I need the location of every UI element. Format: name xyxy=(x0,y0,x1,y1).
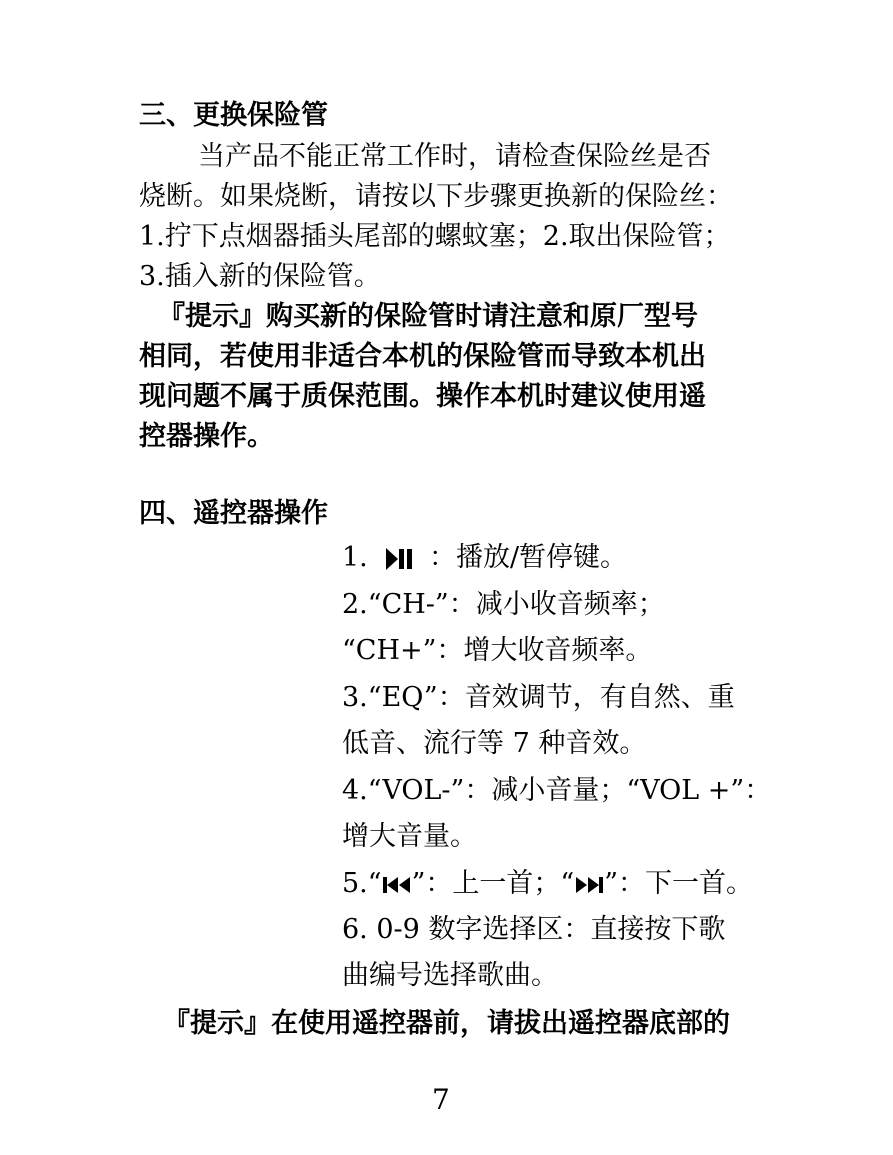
item-1-label: ：播放/暂停键。 xyxy=(428,542,628,573)
page-number: 7 xyxy=(432,1083,450,1116)
section3-tip-line-4: 控器操作。 xyxy=(139,421,274,452)
item-1-number: 1. xyxy=(342,542,368,573)
remote-item-5 xyxy=(342,864,753,904)
section3-tip-line-1: 『提示』购买新的保险管时请注意和原厂型号 xyxy=(158,301,698,332)
item-5-prev-open-quote: “ xyxy=(367,868,382,899)
remote-item-6b: 曲编号选择歌曲。 xyxy=(342,960,558,991)
section3-heading: 三、更换保险管 xyxy=(139,100,328,131)
next-track-icon xyxy=(574,876,604,894)
section3-body-line-1: 当产品不能正常工作时，请检查保险丝是否 xyxy=(198,141,711,172)
remote-item-3b: 低音、流行等 7 种音效。 xyxy=(342,728,647,759)
play-pause-icon xyxy=(376,546,420,572)
section3-body-line-2: 烧断。如果烧断，请按以下步骤更换新的保险丝： xyxy=(139,181,733,212)
remote-item-4b: 增大音量。 xyxy=(342,821,477,852)
section3-body-line-4: 3.插入新的保险管。 xyxy=(139,261,381,292)
section3-body-line-3: 1.拧下点烟器插头尾部的螺蚊塞；2.取出保险管； xyxy=(139,221,731,252)
section4-tip: 『提示』在使用遥控器前，请拔出遥控器底部的 xyxy=(163,1008,730,1039)
remote-item-2a: 2.“CH-”：减小收音频率； xyxy=(342,589,665,620)
remote-item-2b: “CH+”：增大收音频率。 xyxy=(342,635,653,666)
item-5-prev-close: ”：上一首； xyxy=(411,868,561,899)
remote-item-6a: 6. 0-9 数字选择区：直接按下歌 xyxy=(342,914,726,945)
item-5-number: 5. xyxy=(342,868,368,899)
item-5-next-open-quote: “ xyxy=(560,868,575,899)
previous-track-icon xyxy=(382,876,412,894)
remote-item-1 xyxy=(342,538,627,578)
remote-item-4a: 4.“VOL-”：减小音量；“VOL +”： xyxy=(342,775,772,806)
section3-tip-line-2: 相同，若使用非适合本机的保险管而导致本机出 xyxy=(139,341,706,372)
section4-heading: 四、遥控器操作 xyxy=(139,498,328,529)
remote-item-3a: 3.“EQ”：音效调节，有自然、重 xyxy=(342,682,735,713)
item-5-next-close: ”：下一首。 xyxy=(604,868,754,899)
section3-tip-line-3: 现问题不属于质保范围。操作本机时建议使用遥 xyxy=(139,381,706,412)
